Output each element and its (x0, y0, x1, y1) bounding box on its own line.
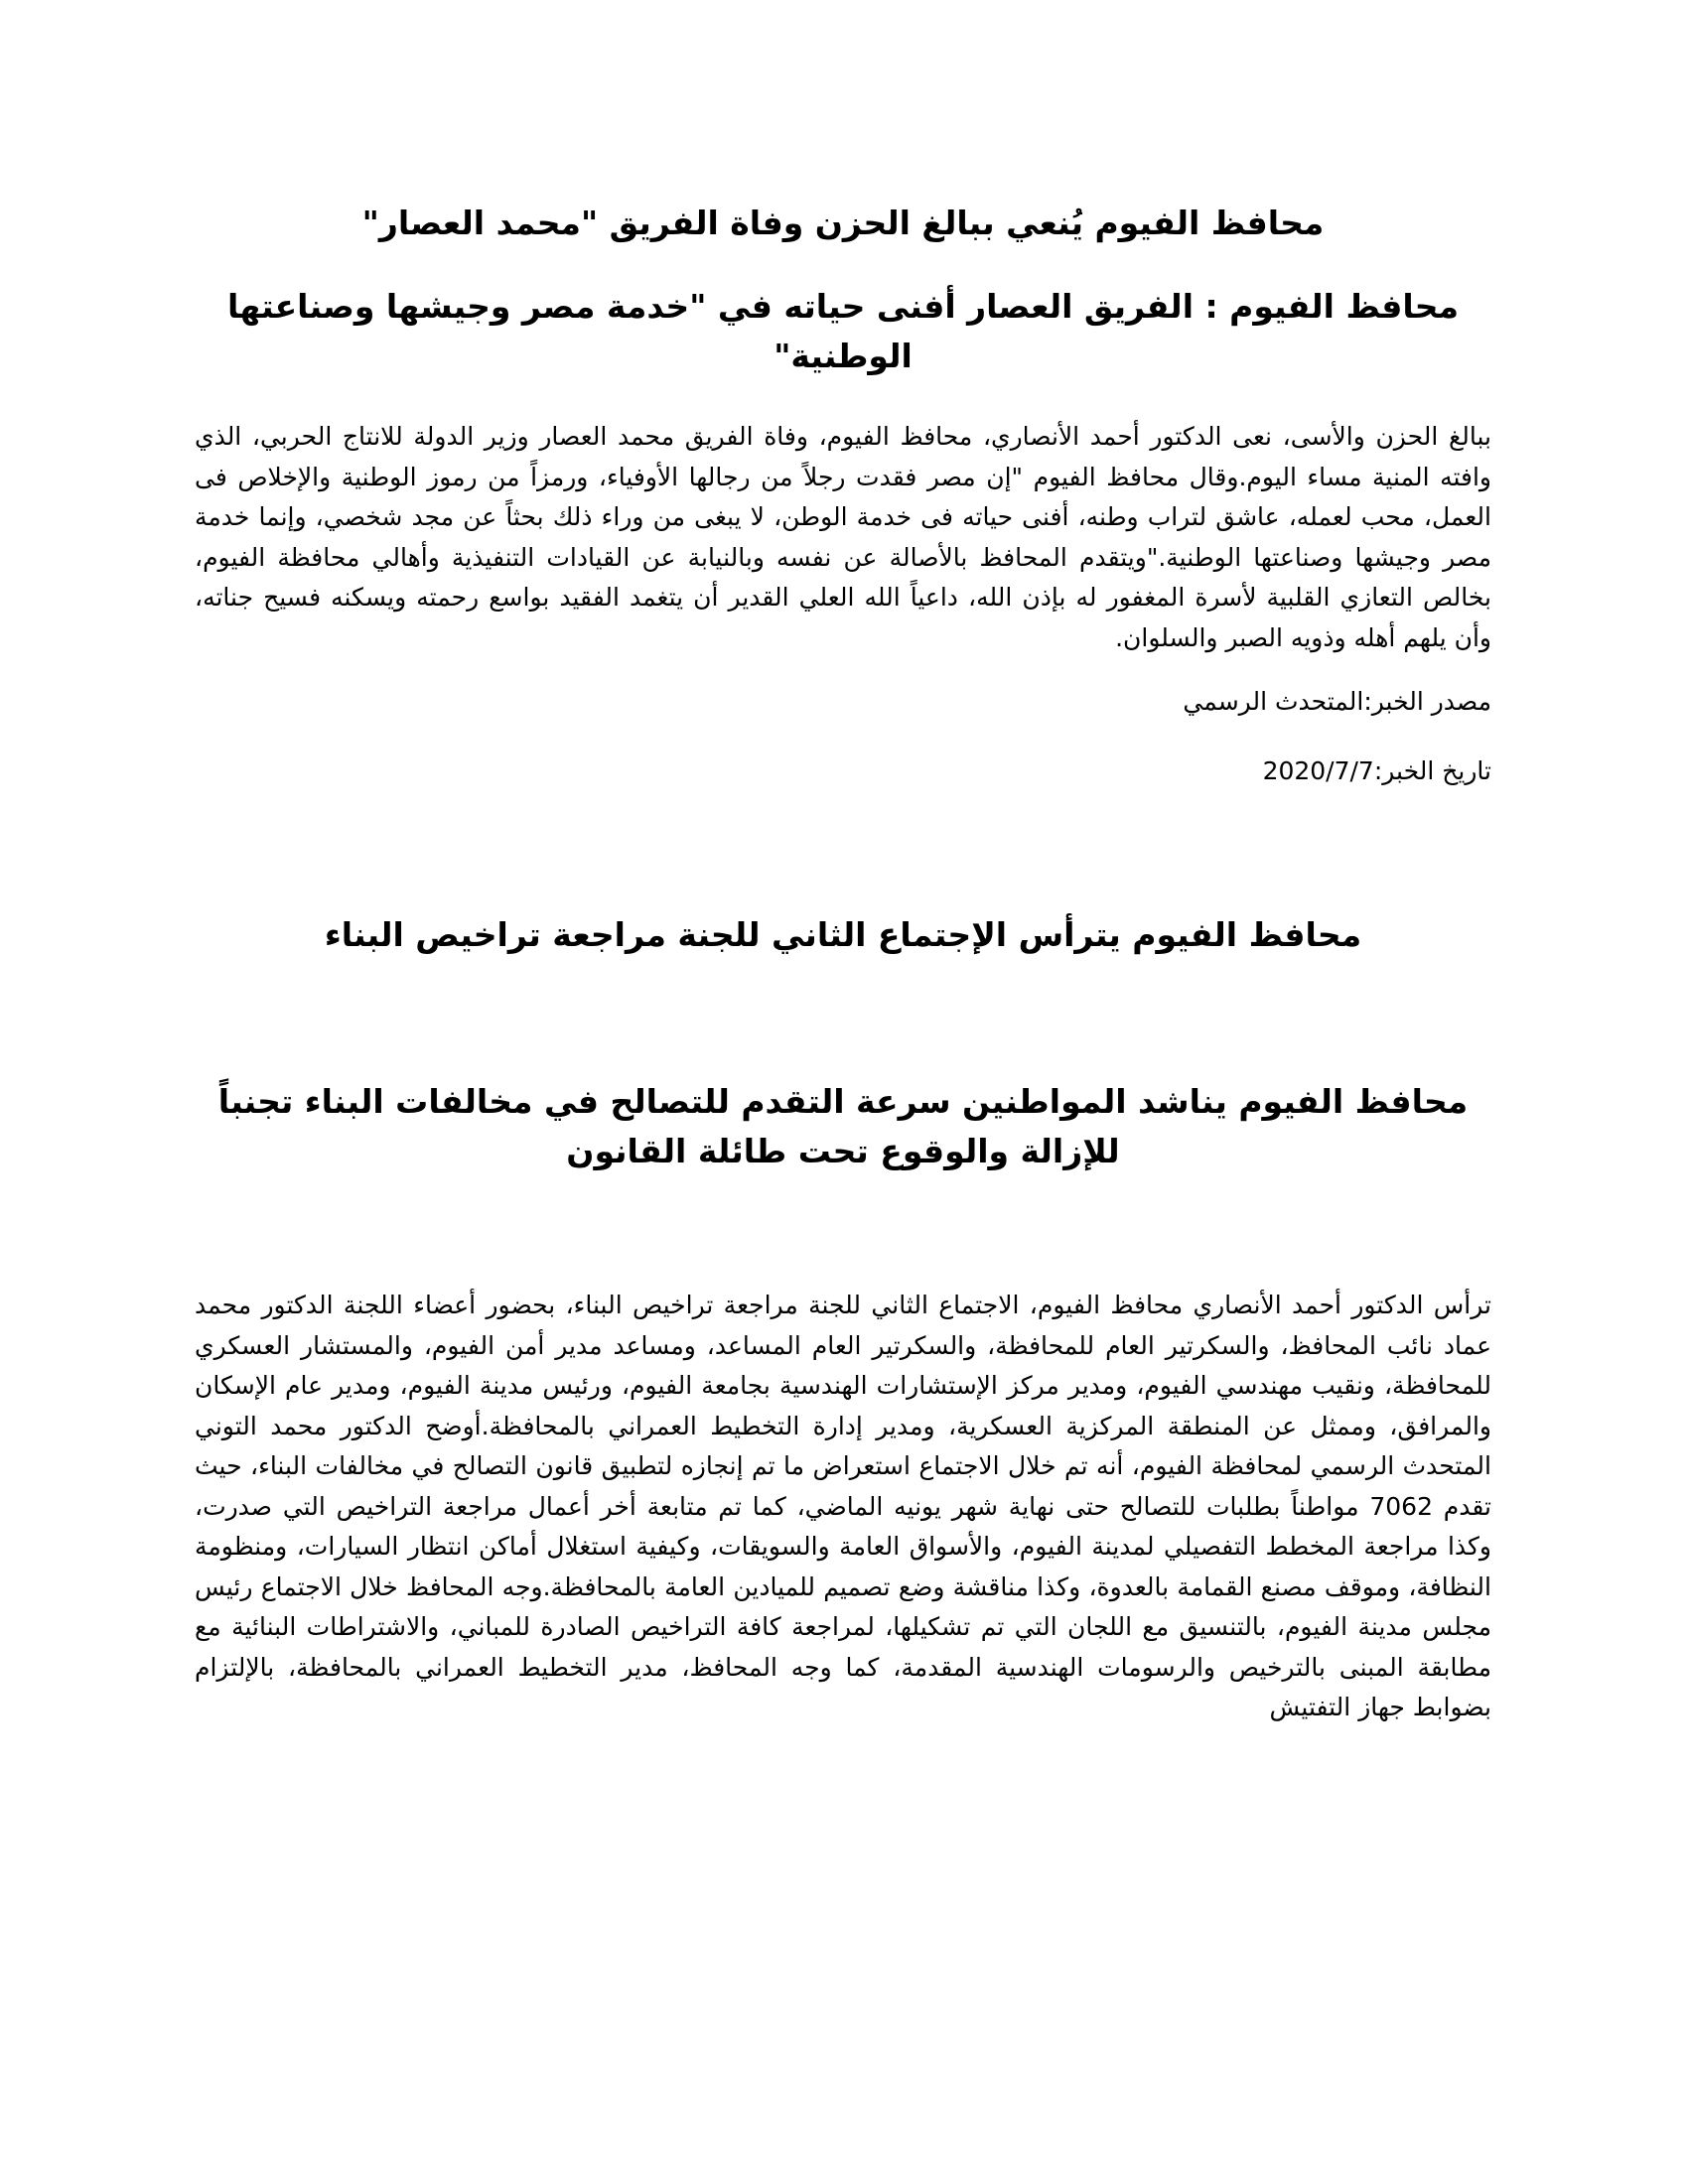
document-page (195, 159, 1491, 1728)
article1-date: تاريخ الخبر:2020/7/7 (1262, 756, 1491, 785)
article1-title: محافظ الفيوم يُنعي ببالغ الحزن وفاة الفريق "محمد العصار" (361, 204, 1325, 242)
article1-body: ببالغ الحزن والأسى، نعى الدكتور أحمد الأنصاري، محافظ الفيوم، وفاة الفريق محمد العصار وزير الدولة للانتاج الحربي، الذي وافته المنية مساء اليوم.وقال محافظ الفيوم "إن مصر فقدت رجلاً من رجالها الأوفياء، ورمزاً من رموز الوطنية والإخلاص فى العمل، محب لعمله، عاشق لتراب وطنه، أفنى حياته فى خدمة الوطن، لا يبغى من وراء ذلك بحثاً عن مجد شخصي، وإنما خدمة مصر وجيشها وصناعتها الوطنية."ويتقدم المحافظ بالأصالة عن نفسه وبالنيابة عن القيادات التنفيذية وأهالي محافظة الفيوم، بخالص التعازي القلبية لأسرة المغفور له بإذن الله، داعياً الله العلي القدير أن يتغمد الفقيد بواسع رحمته ويسكنه فسيح جناته، وأن يلهم أهله وذويه الصبر والسلوان. (195, 422, 1491, 652)
article1-source: مصدر الخبر:المتحدث الرسمي (1183, 687, 1491, 716)
article2-body: ترأس الدكتور أحمد الأنصاري محافظ الفيوم، الاجتماع الثاني للجنة مراجعة تراخيص البناء، بحضور أعضاء اللجنة الدكتور محمد عماد نائب المحافظ، والسكرتير العام للمحافظة، والسكرتير العام المساعد، ومساعد مدير أمن الفيوم، والمستشار العسكري للمحافظة، ونقيب مهندسي الفيوم، ومدير مركز الإستشارات الهندسية بجامعة الفيوم، ورئيس مدينة الفيوم، ومدير عام الإسكان والمرافق، وممثل عن المنطقة المركزية العسكرية، ومدير إدارة التخطيط العمراني بالمحافظة.أوضح الدكتور محمد التوني المتحدث الرسمي لمحافظة الفيوم، أنه تم خلال الاجتماع استعراض ما تم إنجازه لتطبيق قانون التصالح في مخالفات البناء، حيث تقدم 7062 مواطناً بطلبات للتصالح حتى نهاية شهر يونيه الماضي، كما تم متابعة أخر أعمال مراجعة التراخيص التي صدرت، وكذا مراجعة المخطط التفصيلي لمدينة الفيوم، والأسواق العامة والسويقات، وكيفية استغلال أماكن انتظار السيارات، ومنظومة النظافة، وموقف مصنع القمامة بالعدوة، وكذا مناقشة وضع تصميم للميادين العامة بالمحافظة.وجه المحافظ خلال الاجتماع رئيس مجلس مدينة الفيوم، بالتنسيق مع اللجان التي تم تشكيلها، لمراجعة كافة التراخيص الصادرة للمباني، والاشتراطات البنائية مع مطابقة المبنى بالترخيص والرسومات الهندسية المقدمة، كما وجه المحافظ، مدير التخطيط العمراني بالمحافظة، بالإلتزام بضوابط جهاز التفتيش (195, 1291, 1492, 1721)
article2-subtitle: محافظ الفيوم يناشد المواطنين سرعة التقدم للتصالح في مخالفات البناء تجنباً للإزالة والوقوع تحت طائلة القانون (217, 1082, 1469, 1170)
article1-subtitle: محافظ الفيوم : الفريق العصار أفنى حياته في "خدمة مصر وجيشها وصناعتها الوطنية" (226, 287, 1460, 375)
article2-title: محافظ الفيوم يترأس الإجتماع الثاني للجنة مراجعة تراخيص البناء (324, 915, 1362, 954)
